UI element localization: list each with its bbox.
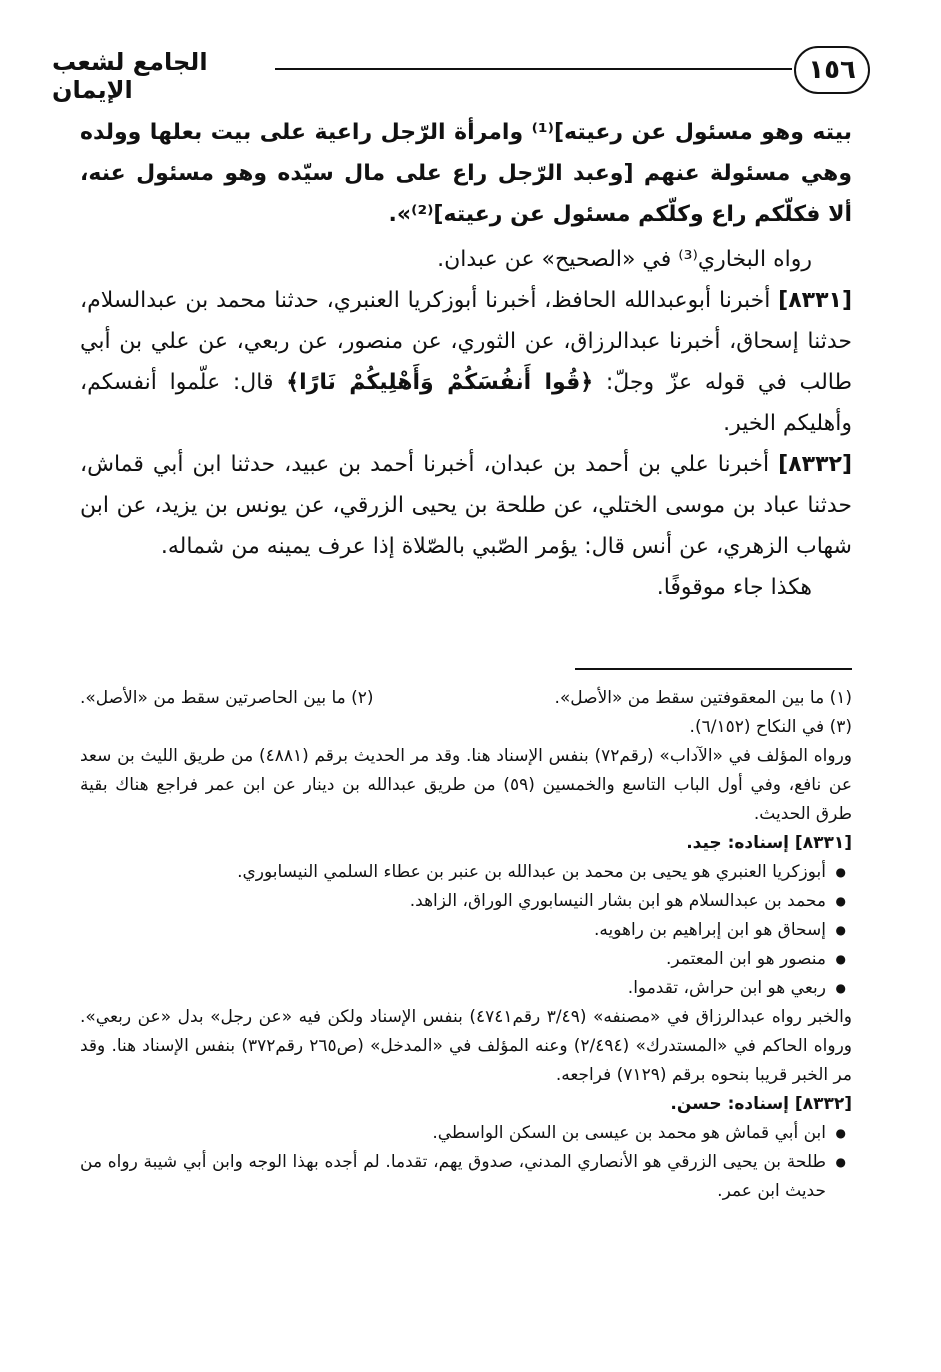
hadith-chain: أخبرنا أبوعبدالله الحافظ، أخبرنا أبوزكريا العنبري، حدثنا محمد بن عبدالسلام، حدثنا إسحاق، أخبرنا عبدالرزاق، عن الثوري، عن منصور، عن ربعي، عن علي بن أبي طالب في قوله عزّ وجلّ: xyxy=(80,288,852,395)
list-item: ● طلحة بن يحيى الزرقي هو الأنصاري المدني، صدوق يهم، تقدما. لم أجده بهذا الوجه وابن أبي شيبة رواه من حديث ابن عمر. xyxy=(80,1148,826,1206)
note-8332-heading: [٨٣٣٢] إسناده: حسن. xyxy=(670,1094,852,1114)
list-item: ● منصور هو ابن المعتمر. xyxy=(80,945,826,974)
footnote-3-detail: ورواه المؤلف في «الآداب» (رقم٧٢) بنفس الإسناد هنا. وقد مر الحديث برقم (٤٨٨١) من طريق الليث بن سعد عن نافع، وفي أول الباب التاسع والخمسين (٥٩) من طريق عبدالله بن دينار عن ابن عمر فراجع هناك بقية طرق الحديث. xyxy=(80,746,852,824)
list-item: ● ربعي هو ابن حراش، تقدموا. xyxy=(80,974,826,1003)
quran-verse: ﴿قُوا أَنفُسَكُمْ وَأَهْلِيكُمْ نَارًا﴾ xyxy=(286,370,594,395)
note-8331-heading: [٨٣٣١] إسناده: جيد. xyxy=(686,833,852,853)
page-header xyxy=(40,40,870,104)
note-8331-list xyxy=(80,858,852,1003)
list-item: ● إسحاق هو ابن إبراهيم بن راهويه. xyxy=(80,916,826,945)
list-item: ● محمد بن عبدالسلام هو ابن بشار النيسابوري الوراق، الزاهد. xyxy=(80,887,826,916)
list-item: ● أبوزكريا العنبري هو يحيى بن محمد بن عبدالله بن عنبر بن عطاء السلمي النيسابوري. xyxy=(80,858,826,887)
hadith-number: [٨٣٣٢] xyxy=(778,452,852,477)
footnote-rule xyxy=(575,668,852,670)
hadith-number: [٨٣٣١] xyxy=(778,288,853,313)
note-8331-detail: والخبر رواه عبدالرزاق في «مصنفه» (٣/٤٩ رقم٤٧٤١) بنفس الإسناد ولكن فيه «عن رجل» بدل «عن ربعي». ورواه الحاكم في «المستدرك» (٢/٤٩٤) وعنه المؤلف في «المدخل» (ص٢٦٥ رقم٣٧٢) بنفس الإسناد هنا. وقد مر الخبر قريبا بنحوه برقم (٧١٢٩) فراجعه. xyxy=(80,1007,853,1085)
note-8332-list xyxy=(80,1119,852,1206)
hadith-chain: أخبرنا علي بن أحمد بن عبدان، أخبرنا أحمد بن عبيد، حدثنا ابن أبي قماش، حدثنا عباد بن موسى الختلي، عن طلحة بن يحيى الزرقي، عن يونس بن يزيد، عن ابن شهاب الزهري، عن أنس قال: يؤمر الصّبي بالصّلاة إذا عرف يمينه من شماله. xyxy=(80,452,852,559)
footnote-2: (٢) ما بين الحاصرتين سقط من «الأصل». xyxy=(80,688,374,708)
page-number-badge: ١٥٦ xyxy=(794,46,870,94)
footnote-row xyxy=(80,684,852,713)
main-text xyxy=(80,112,852,608)
footnotes xyxy=(80,684,852,1206)
footnote-3: (٣) في النكاح (٦/١٥٢). xyxy=(689,717,852,737)
hadith-continuation: بيته وهو مسئول عن رعيته]⁽¹⁾ وامرأة الرّجل راعية على بيت بعلها وولده وهي مسئولة عنهم [وعبد الرّجل راع على مال سيّده وهو مسئول عنه، ألا فكلّكم راع وكلّكم مسئول عن رعيته]⁽²⁾». xyxy=(80,120,852,227)
header-rule xyxy=(275,68,792,70)
narration-note: رواه البخاري⁽³⁾ في «الصحيح» عن عبدان. xyxy=(437,247,812,272)
hadith-8331 xyxy=(80,280,852,444)
closing-remark: هكذا جاء موقوفًا. xyxy=(656,575,812,600)
list-item: ● ابن أبي قماش هو محمد بن عيسى بن السكن الواسطي. xyxy=(80,1119,826,1148)
hadith-8332 xyxy=(80,444,852,567)
book-title: الجامع لشعب الإيمان xyxy=(52,48,208,104)
hadith-body: قال: علّموا أنفسكم، وأهليكم الخير. xyxy=(80,370,852,436)
footnote-1: (١) ما بين المعقوفتين سقط من «الأصل». xyxy=(554,688,852,708)
